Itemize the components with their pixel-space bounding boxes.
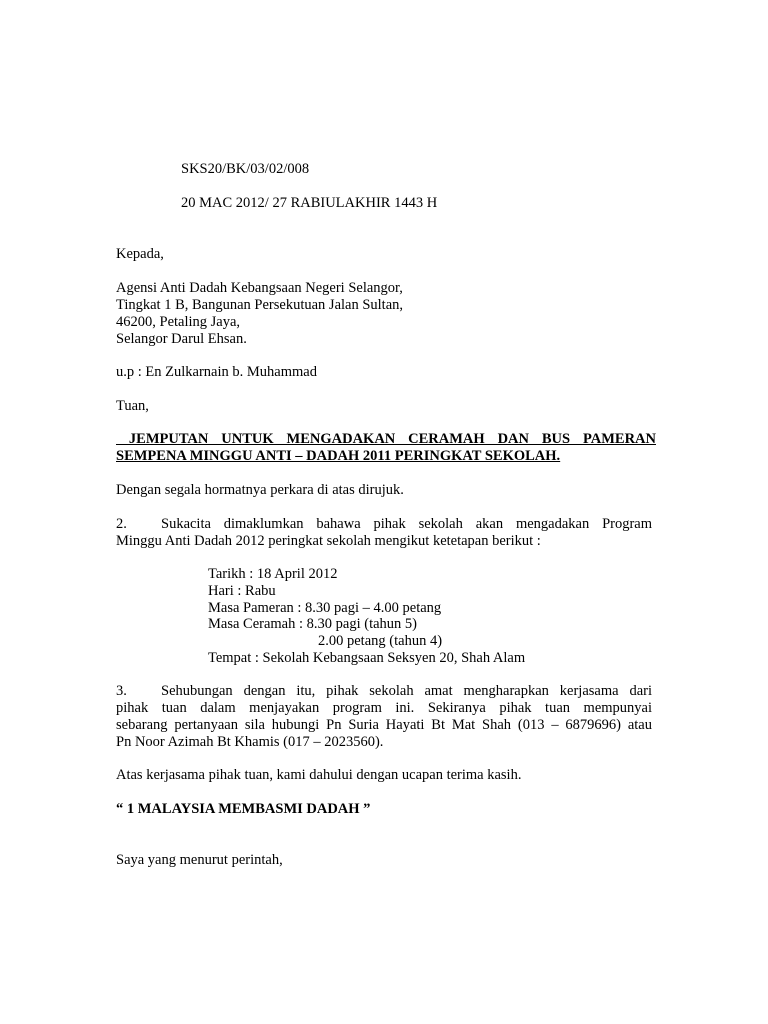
paragraph-text: Sehubungan dengan itu, pihak sekolah amat mengharapkan kerjasama dari <box>161 683 652 699</box>
letter-date: 20 MAC 2012/ 27 RABIULAKHIR 1443 H <box>181 195 438 211</box>
recipient-label: Kepada, <box>116 246 164 262</box>
detail-day: Hari : Rabu <box>208 583 276 599</box>
detail-talk-time: Masa Ceramah : 8.30 pagi (tahun 5) <box>208 616 417 632</box>
paragraph-number: 3. <box>116 683 127 699</box>
closing-line: Atas kerjasama pihak tuan, kami dahului dengan ucapan terima kasih. <box>116 767 522 783</box>
subject-line-1: JEMPUTAN UNTUK MENGADAKAN CERAMAH DAN BUS PAMERAN <box>116 431 656 447</box>
address-line: Selangor Darul Ehsan. <box>116 331 247 347</box>
paragraph-3-line-2: pihak tuan dalam menjayakan program ini. Sekiranya pihak tuan mempunyai <box>116 700 652 716</box>
intro-text: Dengan segala hormatnya perkara di atas dirujuk. <box>116 482 404 498</box>
intro-paragraph <box>116 482 652 499</box>
address-line: Tingkat 1 B, Bangunan Persekutuan Jalan Sultan, <box>116 297 404 313</box>
signoff: Saya yang menurut perintah, <box>116 852 283 868</box>
paragraph-3-line-4: Pn Noor Azimah Bt Khamis (017 – 2023560). <box>116 734 384 750</box>
paragraph-2-line-1 <box>116 516 652 533</box>
paragraph-2-line-2: Minggu Anti Dadah 2012 peringkat sekolah mengikut ketetapan berikut : <box>116 533 541 549</box>
address-line: 46200, Petaling Jaya, <box>116 314 241 330</box>
detail-date: Tarikh : 18 April 2012 <box>208 566 338 582</box>
subject-line-2: SEMPENA MINGGU ANTI – DADAH 2011 PERINGKAT SEKOLAH. <box>116 448 561 464</box>
attention-line: u.p : En Zulkarnain b. Muhammad <box>116 364 317 380</box>
paragraph-text: Sukacita dimaklumkan bahawa pihak sekolah akan mengadakan Program <box>161 516 652 532</box>
detail-talk-time-2: 2.00 petang (tahun 4) <box>318 633 443 649</box>
detail-venue: Tempat : Sekolah Kebangsaan Seksyen 20, Shah Alam <box>208 650 526 666</box>
address-line: Agensi Anti Dadah Kebangsaan Negeri Selangor, <box>116 280 403 296</box>
paragraph-number: 2. <box>116 516 127 532</box>
paragraph-3-line-3: sebarang pertanyaan sila hubungi Pn Suria Hayati Bt Mat Shah (013 – 6879696) atau <box>116 717 652 733</box>
reference-number: SKS20/BK/03/02/008 <box>181 161 310 177</box>
paragraph-3 <box>116 683 652 751</box>
detail-exhibition-time: Masa Pameran : 8.30 pagi – 4.00 petang <box>208 600 442 616</box>
paragraph-2 <box>116 516 652 550</box>
slogan: “ 1 MALAYSIA MEMBASMI DADAH ” <box>116 801 371 817</box>
paragraph-3-line-1 <box>116 683 652 700</box>
salutation: Tuan, <box>116 398 149 414</box>
